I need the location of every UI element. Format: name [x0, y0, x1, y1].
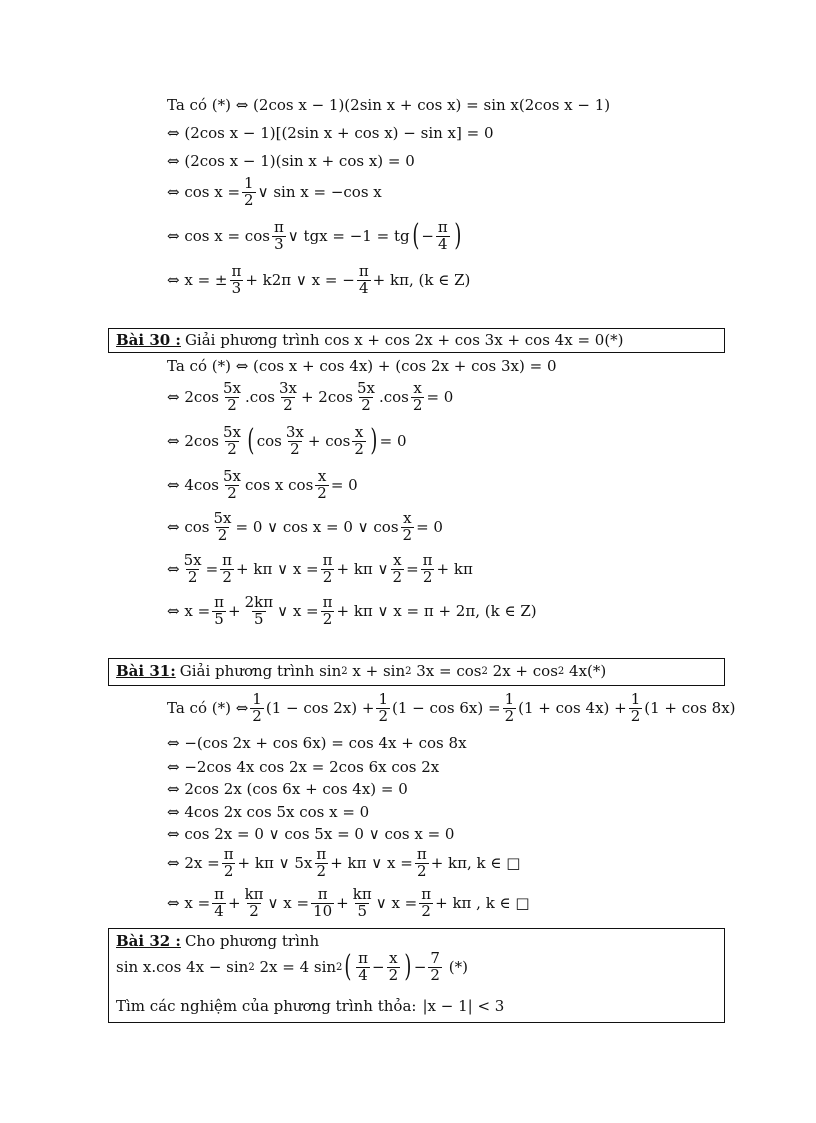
math-text: ⇔ −(cos 2x + cos 6x) = cos 4x + cos 8x: [167, 734, 467, 752]
numerator: π: [358, 262, 369, 280]
fraction: [415, 847, 429, 880]
denominator: 2: [222, 567, 232, 586]
denominator: 2: [317, 483, 327, 502]
exponent: 2: [557, 665, 565, 677]
denominator: 4: [214, 901, 224, 920]
solution-line: [167, 847, 520, 880]
denominator: 2: [249, 901, 259, 920]
math-text: ⇔ (2cos x − 1)(sin x + cos x) = 0: [167, 152, 415, 170]
fraction: [357, 264, 371, 297]
denominator: 2: [630, 706, 641, 725]
exercise-32-equation: [116, 951, 468, 984]
exponent: 2: [248, 961, 255, 973]
exercise-label: Bài 31:: [116, 662, 176, 680]
denominator: 2: [217, 525, 228, 544]
fraction: [314, 847, 328, 880]
fraction: [211, 511, 233, 544]
fraction: [321, 595, 335, 628]
math-text: + kπ, (k ∈ Z): [372, 271, 471, 290]
fraction: [212, 595, 226, 628]
denominator: 2: [227, 395, 237, 414]
denominator: 2: [227, 439, 237, 458]
math-text: ∨ x =: [267, 894, 310, 913]
fraction: [629, 692, 643, 725]
fraction: [182, 553, 204, 586]
fraction: [221, 469, 243, 502]
numerator: π: [222, 551, 233, 569]
math-text: ∨ x =: [277, 602, 319, 621]
math-text: +: [228, 894, 241, 913]
math-text: ⇔ 4cos 2x cos 5x cos x = 0: [167, 803, 370, 821]
math-text: ∨ x =: [375, 894, 418, 913]
denominator: 5: [254, 609, 264, 628]
denominator: 4: [358, 278, 369, 297]
denominator: 2: [322, 567, 333, 586]
solution-line: [167, 264, 470, 297]
numerator: 3x: [285, 423, 304, 441]
denominator: 2: [322, 609, 333, 628]
exercise-label: Bài 30 :: [116, 331, 181, 349]
exponent: 2: [336, 961, 343, 973]
fraction: [220, 553, 234, 586]
math-text: .cos: [378, 388, 409, 407]
numerator: 1: [630, 690, 641, 708]
math-text: + kπ, k ∈ □: [430, 854, 521, 873]
numerator: π: [231, 262, 242, 280]
denominator: 2: [416, 861, 427, 880]
numerator: π: [273, 218, 284, 236]
denominator: 4: [438, 234, 448, 253]
math-text: (*): [443, 958, 468, 977]
fraction: [315, 469, 329, 502]
fraction: [356, 951, 370, 984]
numerator: x: [413, 379, 422, 397]
numerator: 5x: [213, 509, 232, 527]
math-text: −: [421, 227, 434, 246]
math-text: Ta có (*) ⇔: [167, 699, 249, 718]
math-text: (1 + cos 4x) +: [518, 699, 627, 718]
exponent: 2: [481, 665, 488, 677]
numerator: π: [317, 885, 328, 903]
numerator: 1: [504, 690, 515, 708]
math-text: + 2cos: [300, 388, 353, 407]
fraction: [277, 381, 299, 414]
numerator: π: [214, 593, 224, 611]
right-paren: ): [454, 218, 462, 254]
solution-line: [167, 357, 557, 375]
math-text: + kπ: [436, 560, 473, 579]
exercise-32-task: [116, 997, 504, 1015]
right-paren: ): [404, 949, 412, 985]
solution-line: [167, 553, 473, 586]
fraction: [311, 887, 334, 920]
solution-line: [167, 152, 415, 170]
denominator: 2: [412, 395, 423, 414]
solution-line: [167, 887, 530, 920]
exercise-statement: 3x = cos: [411, 662, 482, 680]
math-text: ⇔ cos x = cos: [167, 227, 270, 246]
fraction: [221, 425, 243, 458]
left-paren: (: [344, 949, 352, 985]
math-text: + k2π ∨ x = −: [245, 271, 355, 290]
numerator: 5x: [223, 379, 242, 397]
exercise-30-title: [116, 331, 624, 349]
solution-line: [167, 734, 467, 752]
numerator: x: [389, 949, 398, 967]
fraction: [387, 951, 401, 984]
denominator: 5: [357, 901, 367, 920]
exercise-statement: Giải phương trình sin: [179, 662, 342, 680]
math-text: Ta có (*) ⇔ (2cos x − 1)(2sin x + cos x) = sin x(2cos x − 1): [167, 96, 611, 114]
denominator: 2: [378, 706, 388, 725]
math-text: ⇔ 2cos: [167, 432, 220, 451]
fraction: [243, 595, 276, 628]
left-paren: (: [247, 423, 255, 459]
fraction: [419, 887, 433, 920]
exercise-32-title: [116, 932, 319, 950]
denominator: 2: [430, 965, 440, 984]
left-paren: (: [411, 218, 419, 254]
numerator: π: [437, 218, 448, 236]
exercise-statement: Cho phương trình: [184, 932, 320, 950]
numerator: x: [393, 551, 402, 569]
math-text: (1 − cos 6x) =: [391, 699, 501, 718]
denominator: 2: [361, 395, 371, 414]
math-text: ⇔ x = ±: [167, 271, 228, 290]
fraction: [376, 692, 390, 725]
solution-line: [167, 692, 736, 725]
numerator: kπ: [352, 885, 372, 903]
exponent: 2: [341, 665, 348, 677]
math-text: ⇔ cos 2x = 0 ∨ cos 5x = 0 ∨ cos x = 0: [167, 825, 455, 843]
math-text: cos x cos: [245, 476, 314, 495]
fraction: [229, 264, 243, 297]
numerator: 5x: [223, 423, 242, 441]
math-text: + cos: [307, 432, 351, 451]
numerator: 2kπ: [244, 593, 274, 611]
denominator: 2: [316, 861, 327, 880]
fraction: [242, 176, 256, 209]
solution-line: [167, 780, 408, 798]
solution-line: [167, 381, 453, 414]
fraction: [352, 425, 366, 458]
denominator: 2: [290, 439, 300, 458]
exercise-label: Bài 32 :: [116, 932, 181, 950]
numerator: π: [422, 551, 433, 569]
numerator: π: [223, 845, 234, 863]
numerator: π: [316, 845, 327, 863]
math-text: −: [413, 958, 427, 977]
solution-line: [167, 176, 382, 209]
math-text: = 0: [379, 432, 407, 451]
denominator: 10: [313, 901, 333, 920]
numerator: π: [322, 551, 333, 569]
task-text: Tìm các nghiệm của phương trình thỏa:: [116, 997, 417, 1015]
numerator: kπ: [244, 885, 264, 903]
denominator: 2: [252, 706, 262, 725]
denominator: 2: [244, 190, 254, 209]
denominator: 2: [388, 965, 399, 984]
denominator: 2: [392, 567, 403, 586]
denominator: 2: [223, 861, 234, 880]
math-text: =: [406, 560, 419, 579]
math-text: ⇔ 2x =: [167, 854, 220, 873]
numerator: x: [317, 467, 327, 485]
numerator: π: [421, 885, 432, 903]
math-text: ⇔ (2cos x − 1)[(2sin x + cos x) − sin x] = 0: [167, 124, 494, 142]
denominator: 2: [187, 567, 198, 586]
math-text: cos: [256, 432, 282, 451]
solution-line: [167, 220, 463, 253]
math-text: = 0: [416, 518, 443, 537]
fraction: [421, 553, 435, 586]
math-text: = 0 ∨ cos x = 0 ∨ cos: [235, 518, 399, 537]
fraction: [222, 847, 236, 880]
numerator: π: [416, 845, 427, 863]
right-paren: ): [370, 423, 378, 459]
math-text: ⇔ 2cos 2x (cos 6x + cos 4x) = 0: [167, 780, 408, 798]
fraction: [212, 887, 226, 920]
math-text: 2x = 4 sin: [254, 958, 337, 977]
math-text: (1 + cos 8x): [644, 699, 736, 718]
math-text: +: [228, 602, 241, 621]
fraction: [436, 220, 450, 253]
math-text: ⇔ −2cos 4x cos 2x = 2cos 6x cos 2x: [167, 758, 440, 776]
numerator: x: [403, 509, 412, 527]
fraction: [321, 553, 335, 586]
numerator: 5x: [223, 467, 242, 485]
math-text: ∨ tgx = −1 = tg: [287, 227, 410, 246]
denominator: 2: [227, 483, 237, 502]
math-text: + kπ ∨ x =: [330, 854, 413, 873]
solution-line: [167, 511, 443, 544]
fraction: [411, 381, 425, 414]
math-text: + kπ , k ∈ □: [435, 894, 530, 913]
math-text: ∨ sin x = −cos x: [257, 183, 382, 202]
fraction: [221, 381, 243, 414]
numerator: 1: [378, 690, 388, 708]
math-text: Ta có (*) ⇔ (cos x + cos 4x) + (cos 2x + cos 3x) = 0: [167, 357, 557, 375]
denominator: 3: [274, 234, 284, 253]
fraction: [355, 381, 377, 414]
fraction: [250, 692, 264, 725]
math-text: −: [371, 958, 385, 977]
math-text: = 0: [426, 388, 454, 407]
math-text: ⇔ cos x =: [167, 183, 241, 202]
math-text: sin x.cos 4x − sin: [116, 958, 249, 977]
solution-line: [167, 758, 439, 776]
fraction: [351, 887, 374, 920]
math-text: = 0: [330, 476, 358, 495]
math-text: + kπ ∨ x =: [236, 560, 319, 579]
math-text: ⇔ 2cos: [167, 388, 220, 407]
numerator: 7: [430, 949, 440, 967]
solution-line: [167, 96, 610, 114]
solution-line: [167, 803, 369, 821]
fraction: [243, 887, 266, 920]
denominator: 2: [283, 395, 293, 414]
denominator: 3: [231, 278, 242, 297]
solution-line: [167, 469, 358, 502]
math-text: .cos: [245, 388, 275, 407]
numerator: 1: [244, 174, 254, 192]
denominator: 2: [402, 525, 413, 544]
denominator: 2: [421, 901, 431, 920]
denominator: 2: [354, 439, 364, 458]
fraction: [284, 425, 306, 458]
numerator: 1: [252, 690, 262, 708]
solution-line: [167, 595, 537, 628]
numerator: x: [354, 423, 364, 441]
numerator: 5x: [183, 551, 202, 569]
solution-line: [167, 425, 407, 458]
math-text: ⇔ x =: [167, 602, 211, 621]
denominator: 5: [214, 609, 224, 628]
denominator: 2: [422, 567, 433, 586]
exercise-statement: 2x + cos: [487, 662, 558, 680]
numerator: π: [322, 593, 333, 611]
fraction: [401, 511, 415, 544]
math-text: ⇔ 4cos: [167, 476, 220, 495]
denominator: 4: [358, 965, 368, 984]
solution-line: [167, 825, 454, 843]
math-text: =: [205, 560, 219, 579]
condition: |x − 1| < 3: [422, 997, 505, 1015]
math-text: + kπ ∨ x = π + 2π, (k ∈ Z): [336, 602, 537, 621]
fraction: [428, 951, 442, 984]
math-text: + kπ ∨: [336, 560, 389, 579]
exponent: 2: [405, 665, 412, 677]
fraction: [391, 553, 405, 586]
exercise-statement: 4x(*): [564, 662, 607, 680]
exercise-statement: x + sin: [347, 662, 406, 680]
numerator: π: [214, 885, 224, 903]
denominator: 2: [504, 706, 515, 725]
math-text: ⇔ x =: [167, 894, 211, 913]
exercise-statement: Giải phương trình cos x + cos 2x + cos 3x + cos 4x = 0(*): [184, 331, 624, 349]
numerator: 5x: [356, 379, 375, 397]
math-text: (1 − cos 2x) +: [265, 699, 375, 718]
numerator: 3x: [278, 379, 297, 397]
fraction: [503, 692, 517, 725]
math-text: + kπ ∨ 5x: [237, 854, 313, 873]
numerator: π: [358, 949, 368, 967]
exercise-31-title: [116, 662, 606, 680]
math-text: +: [336, 894, 349, 913]
math-text: ⇔ cos: [167, 518, 210, 537]
math-text: ⇔: [167, 560, 180, 579]
solution-line: [167, 124, 494, 142]
fraction: [272, 220, 286, 253]
